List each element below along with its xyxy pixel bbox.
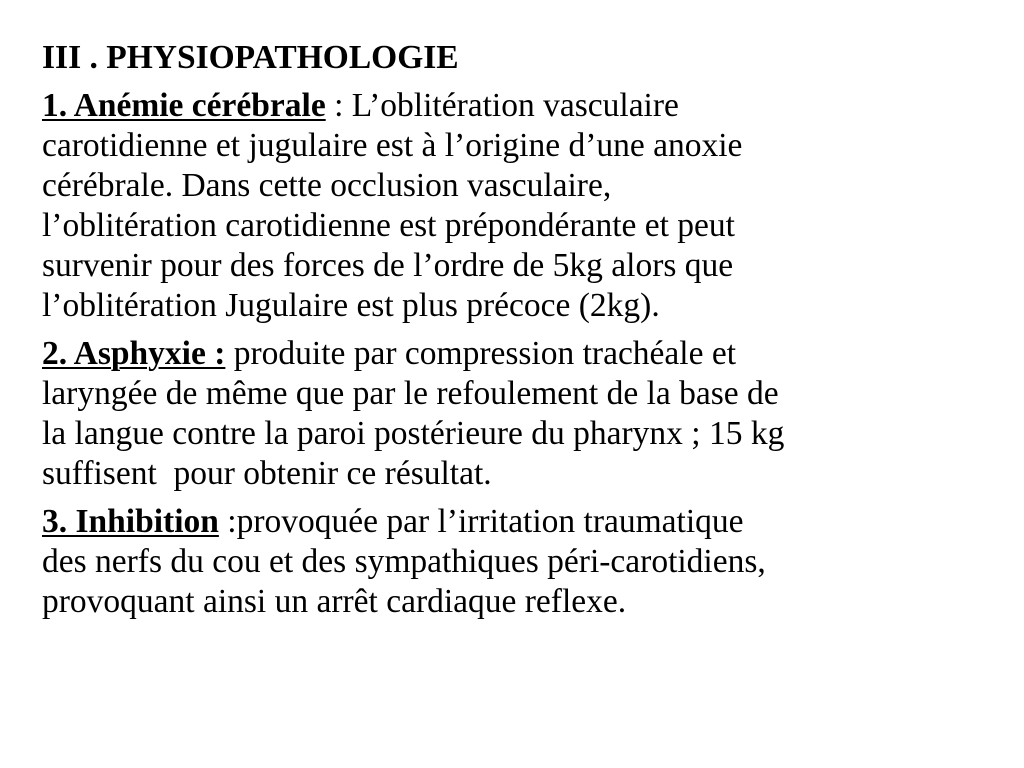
section-text-line: des nerfs du cou et des sympathiques péri-carotidiens, <box>42 543 766 580</box>
section-text-line: laryngée de même que par le refoulement de la base de <box>42 375 779 412</box>
section-text-line: carotidienne et jugulaire est à l’origine d’une anoxie <box>42 127 743 164</box>
section-first-line <box>42 502 994 542</box>
section-first-line <box>42 86 994 126</box>
section-text-line: suffisent pour obtenir ce résultat. <box>42 455 492 492</box>
section-text-line: provoquant ainsi un arrêt cardiaque reflexe. <box>42 583 627 620</box>
section-text-line: l’oblitération carotidienne est prépondérante et peut <box>42 207 735 244</box>
section-text-line: la langue contre la paroi postérieure du pharynx ; 15 kg <box>42 415 785 452</box>
section-text: :provoquée par l’irritation traumatique <box>218 503 744 540</box>
section-asphyxie <box>42 334 994 494</box>
section-text-line: survenir pour des forces de l’ordre de 5kg alors que <box>42 247 734 284</box>
section-text: produite par compression trachéale et <box>225 335 737 372</box>
section-label: 2. Asphyxie : <box>42 335 226 372</box>
section-inhibition <box>42 502 994 622</box>
section-text-line: cérébrale. Dans cette occlusion vasculaire, <box>42 167 612 204</box>
section-text: : L’oblitération vasculaire <box>325 87 679 124</box>
section-label: 1. Anémie cérébrale <box>42 87 326 124</box>
slide-heading: III . PHYSIOPATHOLOGIE <box>42 39 459 76</box>
section-anemie <box>42 86 994 326</box>
section-label: 3. Inhibition <box>42 503 219 540</box>
section-text-line: l’oblitération Jugulaire est plus précoce (2kg). <box>42 287 660 324</box>
section-first-line <box>42 334 994 374</box>
